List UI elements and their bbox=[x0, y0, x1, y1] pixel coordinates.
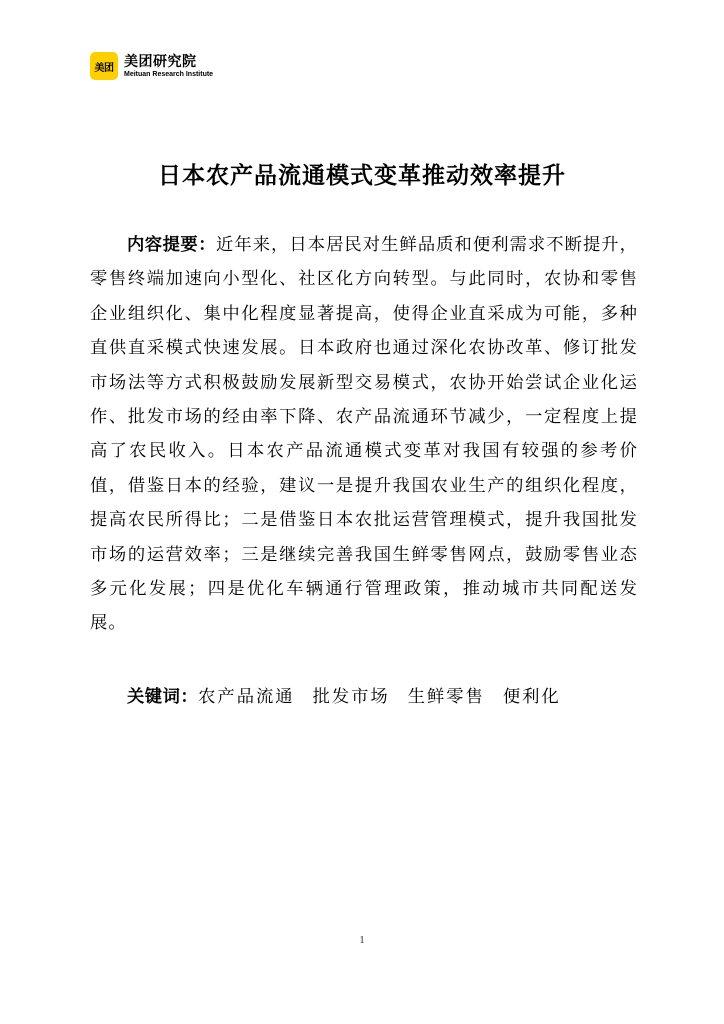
keywords-line bbox=[90, 680, 638, 714]
keywords-label: 关键词： bbox=[127, 687, 199, 707]
logo-subtitle: Meituan Research Institute bbox=[124, 70, 214, 78]
keyword-item: 批发市场 bbox=[312, 687, 390, 707]
keyword-item: 便利化 bbox=[502, 687, 561, 707]
logo-name: 美团研究院 bbox=[124, 53, 197, 70]
meituan-research-logo bbox=[90, 52, 213, 80]
abstract-label: 内容提要： bbox=[127, 235, 216, 255]
abstract-paragraph bbox=[90, 228, 638, 641]
logo-text-block bbox=[124, 54, 213, 79]
meituan-logo-mark: 美团 bbox=[90, 52, 118, 80]
page-number: 1 bbox=[359, 934, 365, 946]
keyword-item: 生鲜零售 bbox=[407, 687, 485, 707]
document-title: 日本农产品流通模式变革推动效率提升 bbox=[158, 163, 566, 189]
keyword-item: 农产品流通 bbox=[198, 687, 295, 707]
abstract-text: 近年来，日本居民对生鲜品质和便利需求不断提升，零售终端加速向小型化、社区化方向转型。与此同时，农协和零售企业组织化、集中化程度显著提高，使得企业直采成为可能，多种直供直采模式快速发展。日本政府也通过深化农协改革、修订批发市场法等方式积极鼓励发展新型交易模式，农协开始尝试企业化运作、批发市场的经由率下降、农产品流通环节减少，一定程度上提高了农民收入。日本农产品流通模式变革对我国有较强的参考价值，借鉴日本的经验，建议一是提升我国农业生产的组织化程度，提高农民所得比；二是借鉴日本农批运营管理模式，提升我国批发市场的运营效率；三是继续完善我国生鲜零售网点，鼓励零售业态多元化发展；四是优化车辆通行管理政策，推动城市共同配送发展。 bbox=[90, 235, 638, 634]
